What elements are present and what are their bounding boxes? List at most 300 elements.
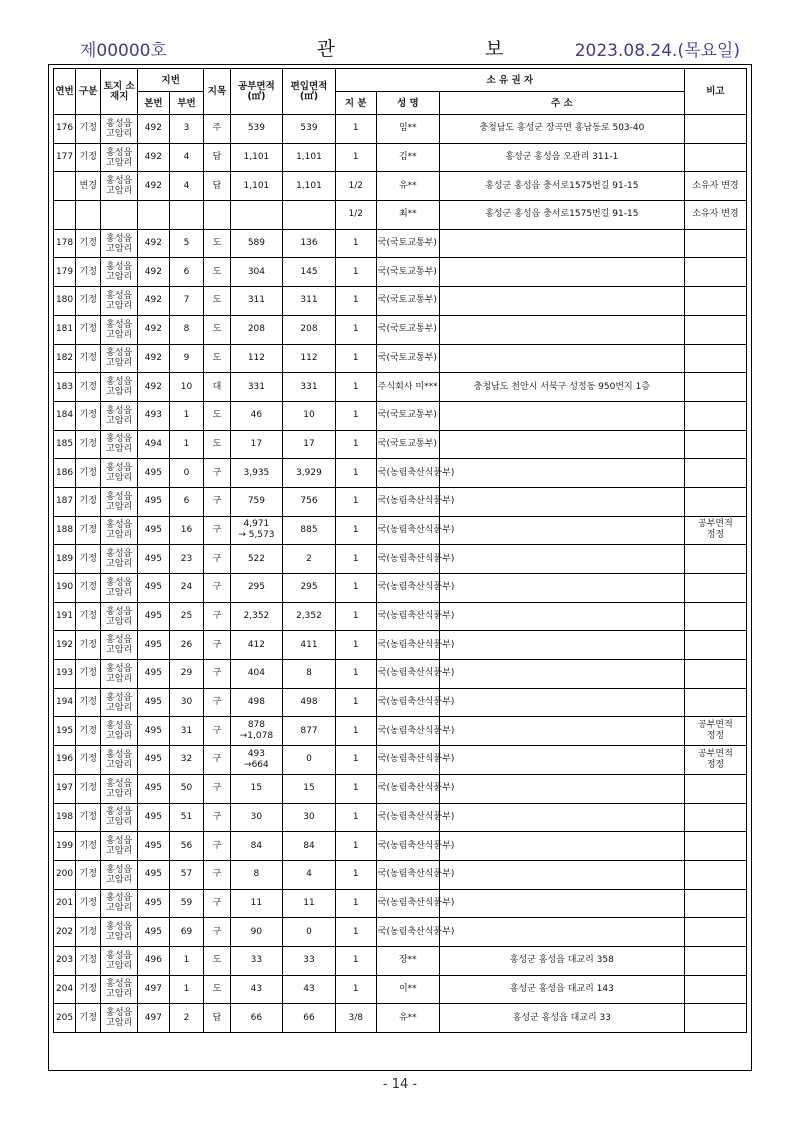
cell-owner-name: 국(농림축산식품부) (376, 746, 439, 775)
table-row (54, 975, 747, 1004)
cell-sub-no: 31 (169, 717, 204, 746)
cell-address: 충청남도 천안시 서북구 성정동 950번지 1층 (439, 373, 684, 402)
table-row (54, 746, 747, 775)
cell-location-line: 홍성읍 (106, 118, 133, 129)
cell-incorporated-area (283, 201, 336, 230)
cell-main-no: 495 (138, 516, 170, 545)
cell-official-area-line: → 5,573 (238, 530, 275, 541)
cell-incorporated-area: 0 (283, 918, 336, 947)
cell-share: 1 (335, 315, 376, 344)
cell-official-area-line: 11 (250, 897, 263, 908)
cell-location (101, 229, 138, 258)
cell-incorporated-area: 411 (283, 631, 336, 660)
cell-main-no: 492 (138, 229, 170, 258)
cell-incorporated-area: 112 (283, 344, 336, 373)
cell-location-line: 홍성읍 (106, 692, 133, 703)
cell-official-area-line: 412 (247, 639, 265, 650)
cell-incorporated-area: 2,352 (283, 602, 336, 631)
cell-category: 구 (204, 688, 230, 717)
cell-official-area (230, 487, 283, 516)
cell-main-no: 492 (138, 258, 170, 287)
cell-owner-name: 임** (376, 115, 439, 144)
cell-category: 구 (204, 717, 230, 746)
cell-official-area-line: 498 (247, 697, 265, 708)
cell-location (101, 143, 138, 172)
cell-official-area-line: 311 (247, 295, 265, 306)
page-header (80, 36, 740, 62)
cell-address: 충청남도 홍성군 장곡면 홍남동로 503-40 (439, 115, 684, 144)
cell-share: 1 (335, 344, 376, 373)
cell-type: 기정 (76, 660, 101, 689)
cell-location (101, 373, 138, 402)
cell-main-no: 492 (138, 172, 170, 201)
cell-seq (54, 201, 76, 230)
cell-incorporated-area: 539 (283, 115, 336, 144)
cell-share: 1 (335, 401, 376, 430)
cell-remarks (684, 1004, 746, 1033)
cell-official-area-line: 46 (250, 410, 263, 421)
cell-location (101, 574, 138, 603)
cell-share: 1 (335, 832, 376, 861)
cell-location (101, 258, 138, 287)
cell-remarks (684, 344, 746, 373)
cell-official-area-line: 878 (247, 720, 265, 731)
cell-main-no: 495 (138, 746, 170, 775)
cell-share: 1 (335, 918, 376, 947)
cell-sub-no: 9 (169, 344, 204, 373)
cell-type: 기정 (76, 287, 101, 316)
cell-main-no: 496 (138, 946, 170, 975)
cell-remarks (684, 143, 746, 172)
cell-location-line: 홍성읍 (106, 491, 133, 502)
cell-main-no: 497 (138, 975, 170, 1004)
cell-category: 도 (204, 975, 230, 1004)
cell-incorporated-area: 17 (283, 430, 336, 459)
cell-location-line: 고암리 (106, 444, 133, 455)
cell-main-no: 492 (138, 315, 170, 344)
cell-share: 1 (335, 459, 376, 488)
cell-incorporated-area: 2 (283, 545, 336, 574)
cell-remarks (684, 115, 746, 144)
cell-seq (54, 172, 76, 201)
cell-address (439, 545, 684, 574)
cell-type: 기정 (76, 574, 101, 603)
cell-official-area (230, 258, 283, 287)
header-main-no: 본번 (138, 92, 170, 115)
cell-incorporated-area: 208 (283, 315, 336, 344)
cell-address (439, 430, 684, 459)
cell-address (439, 889, 684, 918)
table-row (54, 143, 747, 172)
cell-address (439, 344, 684, 373)
cell-category: 도 (204, 344, 230, 373)
cell-seq: 204 (54, 975, 76, 1004)
cell-type: 기정 (76, 860, 101, 889)
cell-type: 기정 (76, 545, 101, 574)
cell-address (439, 258, 684, 287)
cell-owner-name: 국(국토교통부) (376, 258, 439, 287)
cell-remarks (684, 172, 746, 201)
cell-category: 답 (204, 143, 230, 172)
cell-share: 1 (335, 574, 376, 603)
cell-type: 기정 (76, 918, 101, 947)
cell-location-line: 홍성읍 (106, 922, 133, 933)
cell-official-area (230, 688, 283, 717)
cell-remarks (684, 660, 746, 689)
cell-seq: 199 (54, 832, 76, 861)
cell-sub-no: 1 (169, 946, 204, 975)
cell-type: 기정 (76, 315, 101, 344)
cell-location-line: 고암리 (106, 157, 133, 168)
cell-main-no: 495 (138, 832, 170, 861)
cell-remarks (684, 545, 746, 574)
cell-type: 기정 (76, 258, 101, 287)
cell-incorporated-area: 66 (283, 1004, 336, 1033)
cell-location-line: 홍성읍 (106, 606, 133, 617)
cell-owner-name: 최** (376, 201, 439, 230)
cell-main-no: 497 (138, 1004, 170, 1033)
cell-type: 기정 (76, 459, 101, 488)
cell-type: 기정 (76, 832, 101, 861)
cell-incorporated-area: 885 (283, 516, 336, 545)
cell-location (101, 774, 138, 803)
cell-category: 구 (204, 918, 230, 947)
cell-category: 구 (204, 516, 230, 545)
cell-location (101, 832, 138, 861)
cell-location (101, 946, 138, 975)
cell-type: 기정 (76, 430, 101, 459)
cell-location-line: 홍성읍 (106, 749, 133, 760)
cell-incorporated-area: 3,929 (283, 459, 336, 488)
cell-official-area (230, 201, 283, 230)
cell-address (439, 631, 684, 660)
table-row (54, 201, 747, 230)
header-remarks: 비고 (684, 69, 746, 115)
cell-location-line: 고암리 (106, 874, 133, 885)
table-row (54, 660, 747, 689)
cell-location-line: 홍성읍 (106, 549, 133, 560)
cell-share: 1 (335, 115, 376, 144)
cell-location-line: 홍성읍 (106, 233, 133, 244)
cell-location (101, 201, 138, 230)
cell-official-area-line: 33 (250, 955, 263, 966)
cell-sub-no: 59 (169, 889, 204, 918)
cell-seq: 191 (54, 602, 76, 631)
cell-share: 1 (335, 545, 376, 574)
cell-share: 1 (335, 688, 376, 717)
cell-official-area (230, 516, 283, 545)
header-lot: 지번 (138, 69, 204, 92)
cell-main-no: 492 (138, 115, 170, 144)
cell-seq: 198 (54, 803, 76, 832)
cell-main-no: 493 (138, 401, 170, 430)
cell-type: 기정 (76, 631, 101, 660)
cell-location (101, 115, 138, 144)
cell-official-area-line: 759 (247, 496, 265, 507)
cell-location-line: 홍성읍 (106, 434, 133, 445)
cell-location (101, 660, 138, 689)
cell-location-line: 고암리 (106, 329, 133, 340)
cell-location-line: 고암리 (106, 903, 133, 914)
cell-owner-name: 국(국토교통부) (376, 344, 439, 373)
cell-share: 1 (335, 487, 376, 516)
cell-category: 도 (204, 430, 230, 459)
cell-sub-no: 1 (169, 401, 204, 430)
cell-location-line: 홍성읍 (106, 778, 133, 789)
table-row (54, 401, 747, 430)
cell-official-area (230, 373, 283, 402)
cell-remarks (684, 631, 746, 660)
cell-category: 구 (204, 774, 230, 803)
cell-official-area (230, 430, 283, 459)
cell-seq: 182 (54, 344, 76, 373)
cell-remarks (684, 201, 746, 230)
cell-type: 기정 (76, 115, 101, 144)
cell-category: 구 (204, 889, 230, 918)
cell-location-line: 홍성읍 (106, 721, 133, 732)
cell-location-line: 고암리 (106, 1018, 133, 1029)
table-row (54, 287, 747, 316)
cell-address (439, 487, 684, 516)
cell-main-no: 492 (138, 373, 170, 402)
table-row (54, 774, 747, 803)
cell-address (439, 746, 684, 775)
cell-sub-no: 4 (169, 172, 204, 201)
cell-category: 구 (204, 860, 230, 889)
cell-incorporated-area: 4 (283, 860, 336, 889)
cell-remarks (684, 287, 746, 316)
cell-remarks (684, 889, 746, 918)
cell-seq: 179 (54, 258, 76, 287)
cell-location (101, 1004, 138, 1033)
cell-incorporated-area: 1,101 (283, 143, 336, 172)
cell-seq: 200 (54, 860, 76, 889)
cell-location (101, 803, 138, 832)
gazette-title: 관 보 (316, 38, 576, 60)
cell-category: 구 (204, 574, 230, 603)
cell-main-no: 492 (138, 287, 170, 316)
cell-location-line: 고암리 (106, 587, 133, 598)
cell-location-line: 홍성읍 (106, 405, 133, 416)
cell-share: 1 (335, 660, 376, 689)
cell-sub-no: 6 (169, 258, 204, 287)
cell-remarks (684, 459, 746, 488)
cell-share: 1 (335, 516, 376, 545)
cell-sub-no: 57 (169, 860, 204, 889)
cell-official-area-line: 90 (250, 926, 263, 937)
cell-location-line: 고암리 (106, 559, 133, 570)
cell-location-line: 고암리 (106, 846, 133, 857)
cell-location (101, 746, 138, 775)
cell-official-area-line: 2,352 (243, 611, 270, 622)
cell-type: 기정 (76, 373, 101, 402)
cell-location-line: 고암리 (106, 759, 133, 770)
cell-location-line: 고암리 (106, 702, 133, 713)
cell-owner-name: 국(농림축산식품부) (376, 602, 439, 631)
cell-official-area-line: 4,971 (243, 519, 270, 530)
cell-official-area (230, 172, 283, 201)
cell-location-line: 홍성읍 (106, 864, 133, 875)
header-category: 지목 (204, 69, 230, 115)
cell-remarks-line: 공부면적 (698, 519, 733, 530)
cell-sub-no: 56 (169, 832, 204, 861)
cell-seq: 195 (54, 717, 76, 746)
cell-incorporated-area: 1,101 (283, 172, 336, 201)
cell-main-no: 495 (138, 459, 170, 488)
cell-main-no: 495 (138, 660, 170, 689)
cell-owner-name: 유** (376, 172, 439, 201)
cell-official-area-line: 1,101 (243, 180, 270, 191)
cell-main-no: 495 (138, 631, 170, 660)
cell-official-area-line: 295 (247, 582, 265, 593)
cell-remarks (684, 487, 746, 516)
header-owner: 소 유 권 자 (335, 69, 684, 92)
cell-incorporated-area: 756 (283, 487, 336, 516)
cell-location (101, 631, 138, 660)
cell-category: 구 (204, 459, 230, 488)
cell-address (439, 774, 684, 803)
cell-type: 기정 (76, 946, 101, 975)
header-incorporated-area: 편입면적 (㎡) (283, 69, 336, 115)
table-row (54, 574, 747, 603)
cell-share: 1 (335, 717, 376, 746)
cell-remarks (684, 860, 746, 889)
header-type: 구분 (76, 69, 101, 115)
cell-location (101, 688, 138, 717)
cell-address (439, 918, 684, 947)
cell-location (101, 487, 138, 516)
cell-location (101, 430, 138, 459)
cell-location-line: 고암리 (106, 358, 133, 369)
cell-owner-name: 국(농림축산식품부) (376, 918, 439, 947)
cell-address (439, 602, 684, 631)
table-row (54, 946, 747, 975)
cell-category: 도 (204, 229, 230, 258)
table-row (54, 717, 747, 746)
cell-remarks (684, 574, 746, 603)
cell-seq: 188 (54, 516, 76, 545)
cell-incorporated-area: 15 (283, 774, 336, 803)
cell-remarks (684, 688, 746, 717)
cell-remarks (684, 229, 746, 258)
cell-official-area-line: 30 (250, 811, 263, 822)
cell-address (439, 717, 684, 746)
cell-owner-name: 국(농림축산식품부) (376, 574, 439, 603)
cell-address (439, 832, 684, 861)
cell-official-area (230, 860, 283, 889)
cell-location-line: 홍성읍 (106, 807, 133, 818)
cell-location (101, 975, 138, 1004)
table-row (54, 172, 747, 201)
cell-owner-name: 국(농림축산식품부) (376, 660, 439, 689)
table-row (54, 516, 747, 545)
cell-main-no: 495 (138, 918, 170, 947)
cell-official-area-line: 304 (247, 266, 265, 277)
cell-sub-no: 32 (169, 746, 204, 775)
cell-sub-no: 30 (169, 688, 204, 717)
cell-location (101, 459, 138, 488)
cell-owner-name: 국(농림축산식품부) (376, 803, 439, 832)
cell-location (101, 860, 138, 889)
cell-incorporated-area: 498 (283, 688, 336, 717)
cell-remarks (684, 746, 746, 775)
cell-official-area-line: 17 (250, 438, 263, 449)
cell-seq: 201 (54, 889, 76, 918)
cell-location-line: 홍성읍 (106, 663, 133, 674)
cell-seq: 194 (54, 688, 76, 717)
cell-location-line: 고암리 (106, 530, 133, 541)
cell-seq: 203 (54, 946, 76, 975)
cell-official-area-line: 3,935 (243, 467, 270, 478)
cell-seq: 177 (54, 143, 76, 172)
cell-category: 구 (204, 803, 230, 832)
table-row (54, 459, 747, 488)
cell-category: 구 (204, 660, 230, 689)
cell-category: 구 (204, 487, 230, 516)
cell-owner-name: 국(농림축산식품부) (376, 545, 439, 574)
cell-remarks (684, 832, 746, 861)
cell-official-area (230, 574, 283, 603)
cell-location (101, 889, 138, 918)
cell-main-no (138, 201, 170, 230)
cell-sub-no: 6 (169, 487, 204, 516)
cell-address (439, 803, 684, 832)
cell-location-line: 고암리 (106, 415, 133, 426)
cell-official-area (230, 803, 283, 832)
cell-location-line: 홍성읍 (106, 979, 133, 990)
cell-remarks (684, 315, 746, 344)
cell-address (439, 688, 684, 717)
cell-official-area-line: 112 (247, 352, 265, 363)
cell-share: 1 (335, 143, 376, 172)
cell-owner-name: 장** (376, 946, 439, 975)
cell-official-area (230, 946, 283, 975)
cell-remarks (684, 946, 746, 975)
table-row (54, 918, 747, 947)
cell-seq: 184 (54, 401, 76, 430)
cell-seq: 202 (54, 918, 76, 947)
cell-location-line: 고암리 (106, 387, 133, 398)
cell-owner-name: 국(농림축산식품부) (376, 889, 439, 918)
table-row (54, 258, 747, 287)
cell-address: 홍성군 홍성읍 대교리 33 (439, 1004, 684, 1033)
cell-incorporated-area: 295 (283, 574, 336, 603)
cell-category: 도 (204, 401, 230, 430)
cell-address (439, 459, 684, 488)
cell-location-line: 고암리 (106, 817, 133, 828)
cell-address: 홍성군 홍성읍 충서로1575번길 91-15 (439, 201, 684, 230)
cell-location-line: 홍성읍 (106, 377, 133, 388)
cell-category: 도 (204, 946, 230, 975)
cell-official-area (230, 545, 283, 574)
cell-location-line: 홍성읍 (106, 950, 133, 961)
cell-address (439, 287, 684, 316)
cell-main-no: 495 (138, 574, 170, 603)
table-row (54, 115, 747, 144)
cell-official-area-line: →1,078 (239, 731, 274, 742)
cell-seq: 197 (54, 774, 76, 803)
cell-location-line: 홍성읍 (106, 348, 133, 359)
cell-official-area (230, 774, 283, 803)
cell-location (101, 918, 138, 947)
cell-owner-name: 국(농림축산식품부) (376, 774, 439, 803)
cell-sub-no: 29 (169, 660, 204, 689)
cell-location-line: 고암리 (106, 731, 133, 742)
cell-owner-name: 국(농림축산식품부) (376, 717, 439, 746)
cell-seq: 192 (54, 631, 76, 660)
cell-sub-no: 50 (169, 774, 204, 803)
cell-main-no: 495 (138, 717, 170, 746)
